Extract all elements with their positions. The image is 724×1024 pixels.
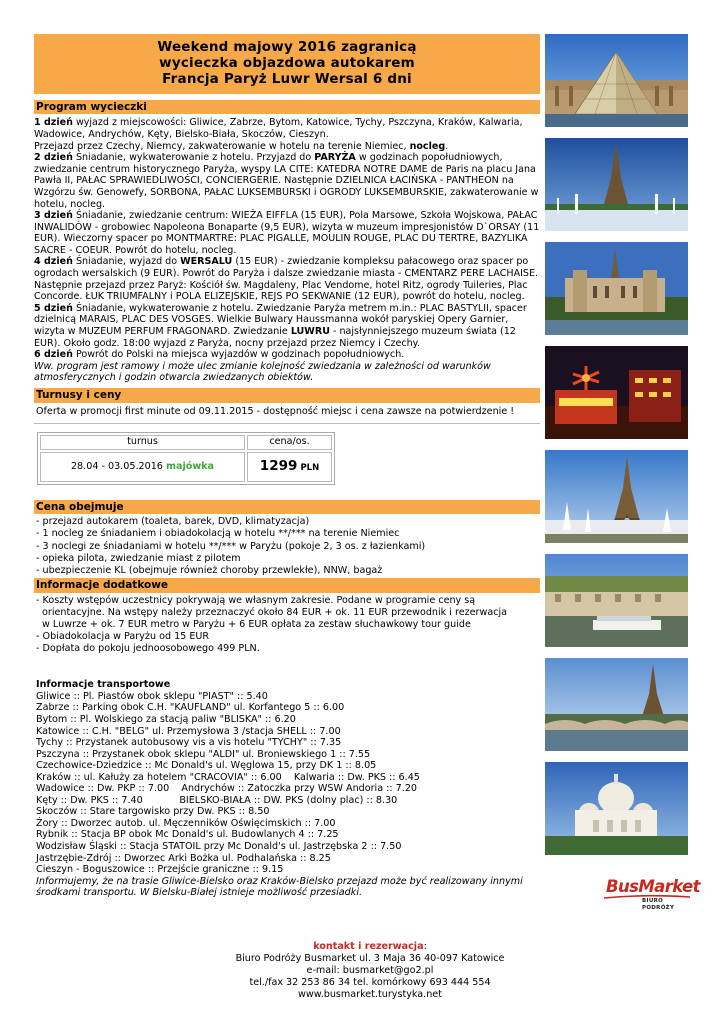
list-item: Wodzisław Śląski :: Stacja STATOIL przy Mc Donald's ul. Jastrzębska 2 :: 7.50 — [36, 841, 402, 853]
day-2 — [34, 152, 540, 210]
photo-notre-dame — [545, 242, 688, 335]
day-4-bold: WERSALU — [180, 256, 233, 268]
title-line-2: wycieczka objazdowa autokarem — [159, 55, 415, 72]
day-1-end: . — [445, 140, 449, 152]
price-table-header-cena: cena/os. — [247, 435, 332, 450]
dates-text: 28.04 - 03.05.2016 — [70, 460, 166, 472]
program-body — [34, 117, 540, 384]
list-item: - 1 nocleg ze śniadaniem i obiadokolacją w hotelu **/*** na terenie Niemiec — [36, 528, 400, 540]
contact-label: kontakt i rezerwacja — [313, 941, 424, 952]
logo-subtitle: BIURO PODRÓŻY — [642, 898, 675, 911]
transport-section — [34, 679, 540, 898]
price-value: 1299 — [259, 458, 298, 475]
photo-column — [545, 34, 688, 866]
list-item: Bytom :: Pl. Wolskiego za stacją paliw "BLISKA" :: 6.20 — [36, 714, 296, 725]
logo-text: BusMarket — [606, 877, 700, 896]
day-6 — [34, 349, 540, 361]
day-1-text: wyjazd z miejscowości: Gliwice, Zabrze, Bytom, Katowice, Tychy, Pszczyna, Kraków, Kalwaria, Wadowice, Andrychów, Kęty, Bielsko-Biała, Skoczów, Cieszyn. — [34, 117, 523, 140]
list-item: Rybnik :: Stacja BP obok Mc Donald's ul. Budowlanych 4 :: 7.25 — [36, 829, 339, 841]
list-item: - Dopłata do pokoju jednoosobowego 499 PLN. — [36, 643, 260, 655]
list-item: Pszczyna :: Przystanek obok sklepu "ALDI" ul. Broniewskiego 1 :: 7.55 — [36, 748, 371, 760]
list-item: - Obiadokolacja w Paryżu od 15 EUR — [36, 631, 210, 643]
price-table — [37, 432, 335, 485]
contact-heading — [180, 941, 560, 953]
day-4 — [34, 256, 540, 302]
section-heading-program: Program wycieczki — [34, 100, 540, 115]
day-3-label: 3 dzień — [34, 210, 73, 222]
list-item: orientacyjne. Na wstępy należy przeznaczyć około 84 EUR + ok. 11 EUR przewodnik i rezerwacja — [42, 607, 508, 619]
day-2-text-2: w godzinach popołudniowych, zwiedzanie centrum historycznego Paryża, wyspy LA CITE: KATEDRA NOTRE DAME de Paris na placu Jana Pawła II, PAŁAC SPRAWIEDLIWOŚCI, CONCIERGERIE. Następnie DZIELNICA ŁACIŃSKA - PANTHEON na Wzgórzu św. Genowefy, SORBONA, PAŁAC LUKSEMBURSKI i OGRODY LUKSEMBURSKIE, zakwaterowanie w hotelu, nocleg. — [34, 152, 539, 210]
list-item: Jastrzębie-Zdrój :: Dworzec Arki Bożka ul. Podhalańska :: 8.25 — [36, 852, 331, 864]
photo-moulin-rouge — [545, 346, 688, 439]
day-5 — [34, 303, 540, 349]
photo-seine-barge — [545, 554, 688, 647]
offer-text: Oferta w promocji first minute od 09.11.2015 - dostępność miejsc i cena zawsze na potwierdzenie ! — [36, 405, 515, 417]
photo-sacre-coeur — [545, 762, 688, 855]
photo-eiffel-bridge — [545, 658, 688, 751]
day-2-label: 2 dzień — [34, 152, 73, 164]
section-heading-info: Informacje dodatkowe — [34, 578, 540, 593]
list-item: - ubezpieczenie KL (obejmuje również choroby przewlekłe), NNW, bagaż — [36, 565, 383, 576]
list-item: Katowice :: C.H. "BELG" ul. Przemysłowa 3 /stacja SHELL :: 7.00 — [36, 725, 341, 737]
transport-note: Informujemy, że na trasie Gliwice-Bielsko oraz Kraków-Bielsko przejazd może być realizowany innymi środkami transportu. W Bielsku-Białej istnieje możliwość przesiadki. — [36, 875, 523, 899]
day-4-label: 4 dzień — [34, 256, 73, 268]
contact-phone: tel./fax 32 253 86 34 tel. komórkowy 693 444 554 — [249, 977, 491, 989]
list-item: Skoczów :: Stare targowisko przy Dw. PKS :: 8.50 — [36, 806, 270, 818]
contact-address: Biuro Podróży Busmarket ul. 3 Maja 36 40-097 Katowice — [235, 953, 505, 965]
day-3-text: Śniadanie, zwiedzanie centrum: WIEŻA EIFFLA (15 EUR), Pola Marsowe, Szkoła Wojskowa, PAŁAC INWALIDÓW - grobowiec Napoleona Bonaparte (9,5 EUR), wizyta w muzeum impresjonistów D`ORSAY (11 EUR). Wieczorny spacer po MONTMARTRE: PLAC PIGALLE, MOULIN ROUGE, PLAC DU TERTRE, BAZYLIKA SACRE - COEUR. Powrót do hotelu, nocleg. — [34, 210, 540, 256]
cena-list — [34, 516, 540, 577]
day-4-text: Śniadanie, wyjazd do — [72, 256, 181, 268]
list-item: - Koszty wstępów uczestnicy pokrywają we własnym zakresie. Podane w programie ceny są — [36, 594, 476, 606]
section-heading-turnusy: Turnusy i ceny — [34, 388, 540, 403]
majowka-badge: majówka — [165, 460, 215, 472]
day-1 — [34, 117, 540, 140]
list-item: w Luwrze + ok. 7 EUR metro w Paryżu + 6 EUR opłata za zestaw słuchawkowy tour guide — [42, 619, 471, 631]
transport-heading: Informacje transportowe — [36, 679, 171, 691]
day-5-bold: LUWRU — [290, 326, 330, 338]
list-item: Cieszyn - Boguszowice :: Przejście graniczne :: 9.15 — [36, 864, 284, 876]
day-3 — [34, 210, 540, 256]
day-1-cont — [34, 141, 540, 153]
list-item: - opieka pilota, zwiedzanie miast z pilotem — [36, 552, 241, 564]
info-list — [34, 595, 540, 655]
day-2-text: Śniadanie, wykwaterowanie z hotelu. Przyjazd do — [72, 152, 315, 164]
day-5-text-2: - najsłynniejszego muzeum świata (12 EUR). Około godz. 18:00 wyjazd z Paryża, nocny przejazd przez Niemcy i Czechy. — [34, 326, 516, 349]
title-banner — [34, 34, 540, 94]
list-item: - przejazd autokarem (toaleta, barek, DVD, klimatyzacja) — [36, 516, 310, 528]
busmarket-logo — [602, 877, 700, 911]
price-currency: PLN — [300, 463, 320, 474]
day-4-text-2: (15 EUR) - zwiedzanie kompleksu pałacowego oraz spacer po ogrodach wersalskich (9 EUR). Powrót do Paryża i dalsze zwiedzanie miasta - CMENTARZ PERE LACHAISE. Następnie przejazd przez Paryż: Kościół św. Magdaleny, Plac Vendome, hotel Ritz, ogrody Tuileries, Plac Concorde. ŁUK TRIUMFALNY i POLA ELIZEJSKIE, REJS PO SEKWANIE (12 EUR), powrót do hotelu, nocleg. — [34, 256, 539, 303]
day-1-bold: nocleg — [409, 140, 446, 152]
price-table-price — [247, 452, 332, 482]
title-line-1: Weekend majowy 2016 zagranicą — [157, 39, 417, 55]
list-item: Gliwice :: Pl. Piastów obok sklepu "PIAST" :: 5.40 — [36, 690, 268, 702]
list-item: Wadowice :: Dw. PKP :: 7.00 Andrychów :: Zatoczka przy WSW Andoria :: 7.20 — [36, 783, 418, 795]
day-1-label: 1 dzień — [34, 117, 73, 129]
day-5-text: Śniadanie, wykwaterowanie z hotelu. Zwiedzanie Paryża metrem m.in.: PLAC BASTYLII, spacer dzielnicą MARAIS, PLAC DES VOSGES. Wielkie Bulwary Haussmanna wokół paryskiej Opery Garnier, wizyta w MUZEUM PERFUM FRAGONARD. Zwiedzanie — [34, 302, 527, 338]
list-item: Kraków :: ul. Kałuży za hotelem "CRACOVIA" :: 6.00 Kalwaria :: Dw. PKS :: 6.45 — [36, 771, 420, 783]
list-item: Kęty :: Dw. PKS :: 7.40 BIELSKO-BIAŁA :: DW. PKS (dolny plac) :: 8.30 — [36, 794, 398, 806]
photo-eiffel-trocadero — [545, 450, 688, 543]
document-main-column — [34, 34, 540, 899]
photo-eiffel-fountains — [545, 138, 688, 231]
contact-block — [180, 941, 560, 1001]
day-6-label: 6 dzień — [34, 349, 73, 361]
title-line-3: Francja Paryż Luwr Wersal 6 dni — [162, 71, 412, 88]
contact-website[interactable]: www.busmarket.turystyka.net — [298, 989, 442, 1001]
list-item: Tychy :: Przystanek autobusowy vis a vis hotelu "TYCHY" :: 7.35 — [36, 737, 342, 749]
list-item: Czechowice-Dziedzice :: Mc Donald's ul. Węglowa 15, przy DK 1 :: 8.05 — [36, 760, 377, 772]
day-1-text-2: Przejazd przez Czechy, Niemcy, zakwaterowanie w hotelu na terenie Niemiec, — [34, 140, 410, 152]
list-item: Zabrze :: Parking obok C.H. "KAUFLAND" ul. Korfantego 5 :: 6.00 — [36, 702, 345, 714]
contact-email[interactable]: e-mail: busmarket@go2.pl — [306, 965, 434, 977]
divider — [34, 423, 540, 424]
photo-louvre-pyramid — [545, 34, 688, 127]
contact-colon: : — [423, 941, 427, 952]
day-5-label: 5 dzień — [34, 302, 73, 314]
price-table-dates — [40, 452, 245, 482]
program-note: Ww. program jest ramowy i może ulec zmianie kolejność zwiedzania w zależności od warunków atmosferycznych i godzin otwarcia zwiedzanych obiektów. — [34, 360, 491, 384]
list-item: - 3 noclegi ze śniadaniami w hotelu **/*** w Paryżu (pokoje 2, 3 os. z łazienkami) — [36, 540, 426, 552]
section-heading-cena: Cena obejmuje — [34, 500, 540, 515]
price-table-header-turnus: turnus — [40, 435, 245, 450]
list-item: Żory :: Dworzec autob. ul. Męczenników Oświęcimskich :: 7.00 — [36, 817, 336, 829]
day-2-bold: PARYŻA — [314, 152, 356, 164]
day-6-text: Powrót do Polski na miejsca wyjazdów w godzinach popołudniowych. — [72, 349, 405, 361]
